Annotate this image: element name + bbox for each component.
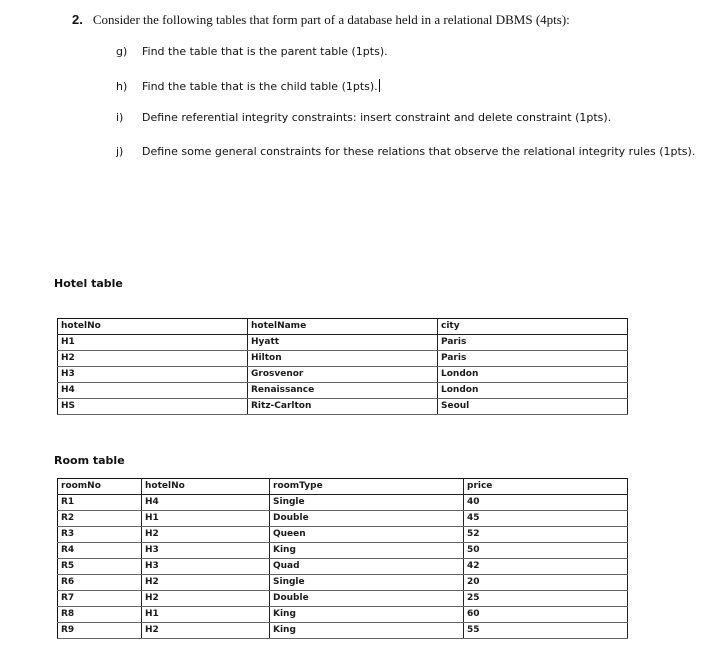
table-cell: H1 (142, 607, 270, 623)
table-row (58, 511, 628, 527)
table-cell: 50 (464, 543, 628, 559)
table-cell: H4 (142, 495, 270, 511)
table-row (58, 591, 628, 607)
table-row (58, 367, 628, 383)
table-header-row (58, 479, 628, 495)
subquestion-text: Define some general constraints for these relations that observe the relational integrity rules (1pts). (142, 145, 696, 158)
table-row (58, 543, 628, 559)
table-cell: R1 (58, 495, 142, 511)
table-cell: Grosvenor (248, 367, 438, 383)
subquestion-label: h) (116, 80, 128, 93)
table-cell: Double (270, 591, 464, 607)
table-cell: 25 (464, 591, 628, 607)
room-table (57, 478, 628, 639)
table-cell: King (270, 623, 464, 639)
hotel-table (57, 318, 628, 415)
column-header: hotelName (248, 319, 438, 335)
table-cell: King (270, 607, 464, 623)
column-header: roomNo (58, 479, 142, 495)
table-cell: R6 (58, 575, 142, 591)
table-row (58, 575, 628, 591)
table-cell: Hilton (248, 351, 438, 367)
table-row (58, 607, 628, 623)
table-row (58, 527, 628, 543)
table-row (58, 383, 628, 399)
table-cell: Ritz-Carlton (248, 399, 438, 415)
table-cell: 20 (464, 575, 628, 591)
table-cell: Quad (270, 559, 464, 575)
table-cell: R8 (58, 607, 142, 623)
table-cell: H2 (142, 575, 270, 591)
table-cell: H3 (58, 367, 248, 383)
subquestion-label: g) (116, 45, 128, 58)
question-number: 2. (72, 12, 83, 27)
table-cell: London (438, 383, 628, 399)
table-row (58, 559, 628, 575)
table-cell: H2 (142, 623, 270, 639)
table-row (58, 495, 628, 511)
table-cell: H2 (142, 527, 270, 543)
column-header: hotelNo (142, 479, 270, 495)
table-cell: R9 (58, 623, 142, 639)
table-row (58, 399, 628, 415)
subquestion-h (116, 79, 380, 93)
table-cell: Double (270, 511, 464, 527)
text-cursor (379, 79, 380, 92)
table-cell: Single (270, 495, 464, 511)
column-header: roomType (270, 479, 464, 495)
subquestion-text: Find the table that is the child table (1pts). (142, 80, 378, 93)
table-cell: 55 (464, 623, 628, 639)
column-header: price (464, 479, 628, 495)
room-table-title: Room table (54, 454, 125, 467)
subquestion-label: j) (116, 145, 124, 158)
table-cell: R4 (58, 543, 142, 559)
table-cell: 40 (464, 495, 628, 511)
table-cell: H3 (142, 559, 270, 575)
table-cell: King (270, 543, 464, 559)
column-header: hotelNo (58, 319, 248, 335)
table-cell: H4 (58, 383, 248, 399)
subquestion-i (116, 111, 611, 124)
table-cell: R3 (58, 527, 142, 543)
subquestion-text: Define referential integrity constraints: insert constraint and delete constraint (1pts). (142, 111, 612, 124)
table-cell: H3 (142, 543, 270, 559)
table-cell: Paris (438, 351, 628, 367)
question-text: Consider the following tables that form part of a database held in a relational DBMS (4pts): (92, 12, 570, 27)
table-cell: London (438, 367, 628, 383)
table-row (58, 351, 628, 367)
table-cell: 52 (464, 527, 628, 543)
subquestion-label: i) (116, 111, 124, 124)
table-cell: Hyatt (248, 335, 438, 351)
table-row (58, 335, 628, 351)
subquestion-j (116, 145, 695, 158)
table-cell: R7 (58, 591, 142, 607)
table-header-row (58, 319, 628, 335)
table-cell: H2 (58, 351, 248, 367)
subquestion-g (116, 45, 388, 58)
table-cell: R5 (58, 559, 142, 575)
table-cell: H2 (142, 591, 270, 607)
table-cell: 60 (464, 607, 628, 623)
table-cell: Seoul (438, 399, 628, 415)
column-header: city (438, 319, 628, 335)
subquestion-text: Find the table that is the parent table (1pts). (142, 45, 388, 58)
table-cell: H1 (142, 511, 270, 527)
table-cell: 42 (464, 559, 628, 575)
table-cell: Paris (438, 335, 628, 351)
table-cell: HS (58, 399, 248, 415)
table-row (58, 623, 628, 639)
table-cell: Queen (270, 527, 464, 543)
table-cell: Renaissance (248, 383, 438, 399)
question-heading (72, 12, 570, 28)
table-cell: Single (270, 575, 464, 591)
table-cell: 45 (464, 511, 628, 527)
table-cell: H1 (58, 335, 248, 351)
hotel-table-title: Hotel table (54, 277, 123, 290)
table-cell: R2 (58, 511, 142, 527)
